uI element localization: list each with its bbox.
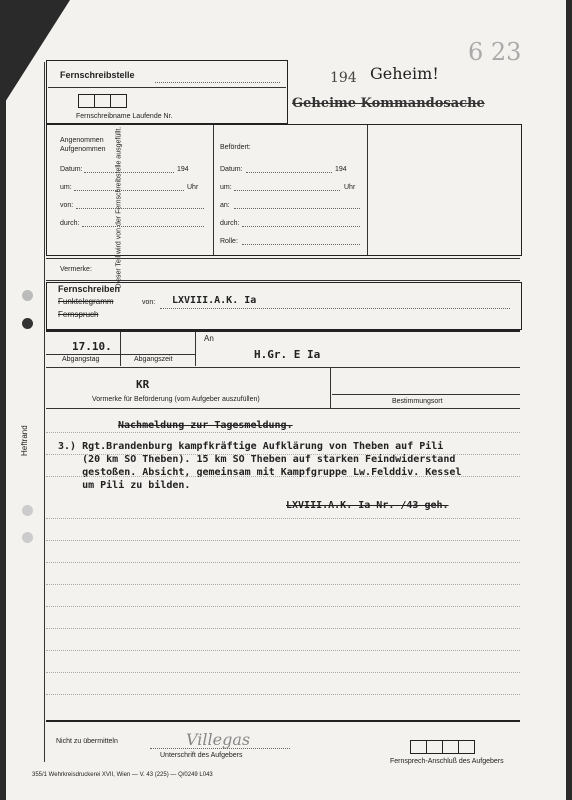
datum-label: Datum:	[60, 166, 83, 173]
divider	[332, 394, 520, 395]
dotted-line	[246, 172, 332, 173]
archive-number: 6 23	[468, 38, 522, 66]
ruled-line	[46, 672, 520, 673]
geheime-kommandosache: Geheime Kommandosache	[292, 96, 485, 111]
struck-funktelegramm: Funktelegramm	[58, 297, 114, 306]
um-label-2: um:	[220, 184, 232, 191]
nicht-zu-uebermitteln: Nicht zu übermitteln	[56, 738, 118, 745]
vermerke-label: Vermerke:	[60, 266, 92, 273]
struck-fernspruch: Fernspruch	[58, 310, 99, 319]
punch-hole	[22, 290, 33, 301]
ruled-line	[46, 584, 520, 585]
unterschrift-label: Unterschrift des Aufgebers	[160, 752, 243, 759]
divider	[195, 332, 196, 366]
punch-hole	[22, 505, 33, 516]
bestimmungsort-label: Bestimmungsort	[392, 398, 443, 405]
recipient-value: H.Gr. E Ia	[254, 348, 321, 361]
hand-194: 194	[330, 70, 357, 86]
datum-label-2: Datum:	[220, 166, 243, 173]
divider	[120, 332, 121, 366]
divider	[48, 87, 286, 88]
ruled-line	[46, 628, 520, 629]
divider	[46, 354, 196, 355]
rolle-label: Rolle:	[220, 238, 238, 245]
fernschreiben-title: Fernschreiben	[58, 284, 121, 294]
ruled-line	[46, 650, 520, 651]
dotted-line	[74, 190, 184, 191]
punch-hole	[22, 532, 33, 543]
durch-label-2: durch:	[220, 220, 240, 227]
printer-imprint: 355/1 Wehrkreisdruckerei XVII, Wien — V. 43 (225) — Q/0249 L043	[32, 772, 213, 778]
durch-label: durch:	[60, 220, 80, 227]
dotted-line	[82, 226, 204, 227]
abgangszeit-label: Abgangszeit	[134, 356, 173, 363]
ruled-line	[46, 694, 520, 695]
uhr-label-2: Uhr	[344, 184, 356, 191]
an-label: an:	[220, 202, 230, 209]
ruled-line	[46, 540, 520, 541]
phone-cell	[458, 740, 475, 754]
dotted-line	[234, 190, 340, 191]
divider	[46, 280, 520, 281]
an-label-2: An	[204, 334, 214, 343]
divider	[46, 408, 520, 409]
dotted-line	[150, 748, 290, 749]
reference-number: LXVIII.A.K. Ia Nr. /43 geh.	[286, 500, 449, 511]
angenommen-label: Angenommen	[60, 137, 104, 144]
binding-margin-line	[44, 62, 45, 762]
divider	[367, 125, 368, 255]
von-label: von:	[60, 202, 74, 209]
dotted-line	[242, 226, 360, 227]
phone-cell	[410, 740, 427, 754]
ruled-line	[46, 606, 520, 607]
geheim-stamp: Geheim!	[370, 64, 439, 83]
heftrand-label: Heftrand	[20, 425, 29, 456]
von-label-3: von:	[142, 299, 156, 306]
fernschreibname-label: Fernschreibname Laufende Nr.	[76, 113, 173, 120]
dotted-line	[242, 244, 360, 245]
body-heading: Nachmeldung zur Tagesmeldung.	[118, 420, 293, 431]
angenommen-label-2: Aufgenommen	[60, 146, 106, 153]
befoerdert-label: Befördert:	[220, 144, 251, 151]
abgangstag-label: Abgangstag	[62, 356, 100, 363]
dotted-line	[160, 308, 510, 309]
divider	[46, 330, 520, 332]
ruled-line	[46, 454, 520, 455]
ruled-line	[46, 562, 520, 563]
year-194: 194	[177, 166, 189, 173]
dotted-line	[84, 172, 174, 173]
number-cell	[94, 94, 111, 108]
margin-note: Dieser Teil wird von der Fernschreibstelle ausgefüllt.	[115, 126, 123, 289]
divider	[46, 367, 520, 368]
number-cell	[78, 94, 95, 108]
year-194-2: 194	[335, 166, 347, 173]
divider	[46, 258, 520, 259]
abgangstag-value: 17.10.	[72, 340, 112, 353]
divider	[213, 125, 214, 255]
dotted-line	[234, 208, 360, 209]
ruled-line	[46, 476, 520, 477]
number-cell	[110, 94, 127, 108]
um-label: um:	[60, 184, 72, 191]
divider	[330, 368, 331, 408]
kr-value: KR	[136, 378, 150, 391]
vormerke-label: Vormerke für Beförderung (vom Aufgeber auszufüllen)	[92, 396, 260, 403]
phone-cell	[426, 740, 443, 754]
phone-cell	[442, 740, 459, 754]
fernsprech-label: Fernsprech-Anschluß des Aufgebers	[390, 758, 504, 765]
body-text: 3.) Rgt.Brandenburg kampfkräftige Aufklärung von Theben auf Pili (20 km SO Theben). 15 km SO Theben auf starken Feindwiderstand gestoßen. Absicht, gemeinsam mit Kampfgruppe Lw.Felddiv. Kessel um Pili zu bilden.	[58, 441, 462, 491]
fernschreibstelle-title: Fernschreibstelle	[60, 70, 135, 80]
dotted-line	[76, 208, 204, 209]
dotted-line	[155, 82, 280, 83]
divider	[46, 720, 520, 722]
uhr-label: Uhr	[187, 184, 199, 191]
signature: Villegas	[186, 730, 251, 749]
ruled-line	[46, 518, 520, 519]
ruled-line	[46, 432, 520, 433]
sender-value: LXVIII.A.K. Ia	[172, 295, 257, 306]
punch-hole	[22, 318, 33, 329]
